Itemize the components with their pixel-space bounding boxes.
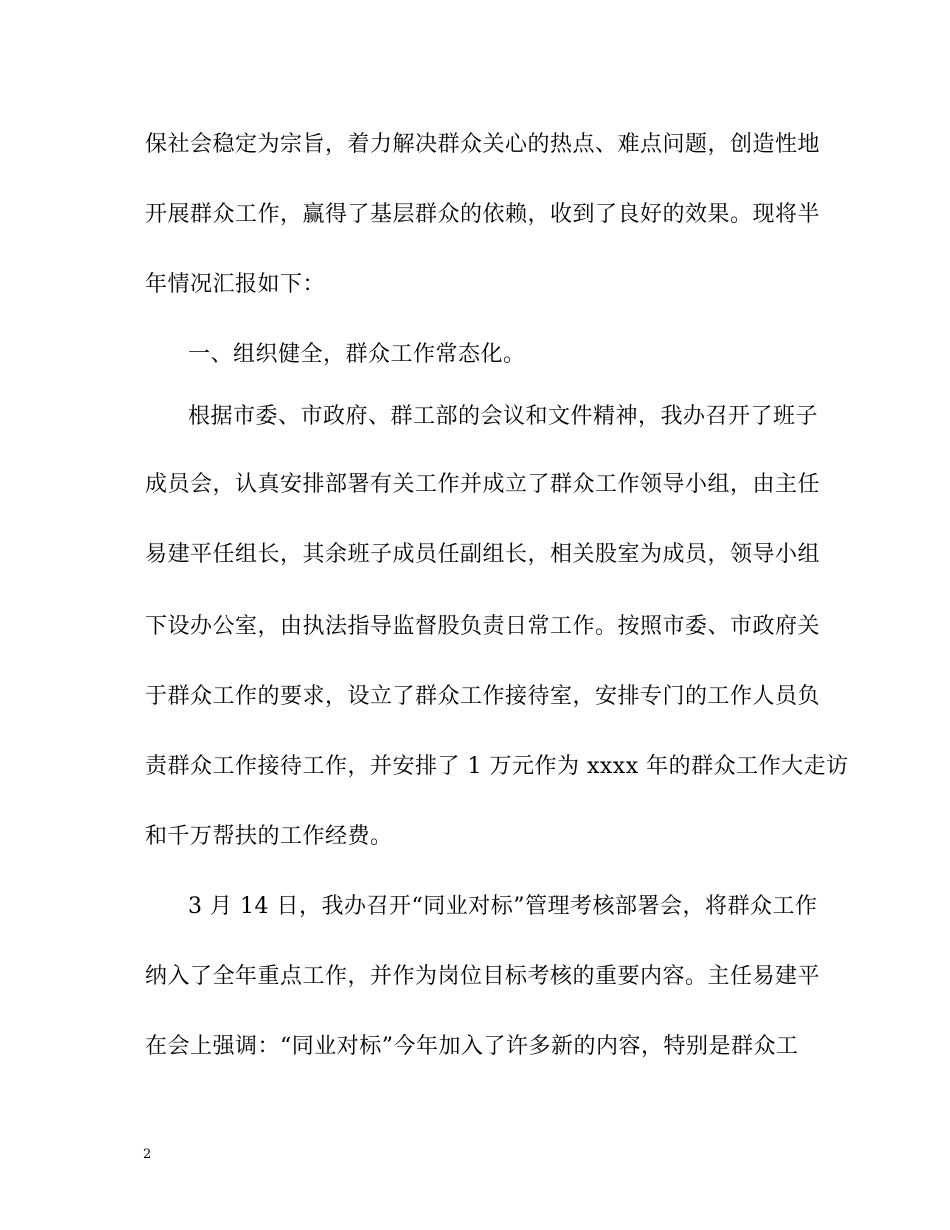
text-line: 纳入了全年重点工作，并作为岗位目标考核的重要内容。主任易建平 [145, 964, 821, 989]
section-heading: 一、组织健全，群众工作常态化。 [188, 342, 526, 367]
text-line: 易建平任组长，其余班子成员任副组长，相关股室为成员，领导小组 [145, 542, 821, 567]
text-line: 于群众工作的要求，设立了群众工作接待室，安排专门的工作人员负 [145, 684, 821, 709]
page-number: 2 [143, 1147, 152, 1162]
text-line: 在会上强调：“同业对标”今年加入了许多新的内容，特别是群众工 [145, 1034, 799, 1059]
text-line: 保社会稳定为宗旨，着力解决群众关心的热点、难点问题，创造性地 [145, 132, 821, 157]
text-line: 根据市委、市政府、群工部的会议和文件精神，我办召开了班子 [188, 404, 819, 429]
text-line: 开展群众工作，赢得了基层群众的依赖，收到了良好的效果。现将半 [145, 202, 821, 227]
text-line: 下设办公室，由执法指导监督股负责日常工作。按照市委、市政府关 [145, 614, 821, 639]
text-line: 3 月 14 日，我办召开“同业对标”管理考核部署会，将群众工作 [188, 894, 818, 919]
text-line: 责群众工作接待工作，并安排了 1 万元作为 xxxx 年的群众工作大走访 [145, 754, 849, 779]
text-line: 年情况汇报如下： [145, 272, 326, 297]
text-line: 和千万帮扶的工作经费。 [145, 824, 393, 849]
text-line: 成员会，认真安排部署有关工作并成立了群众工作领导小组，由主任 [145, 472, 821, 497]
